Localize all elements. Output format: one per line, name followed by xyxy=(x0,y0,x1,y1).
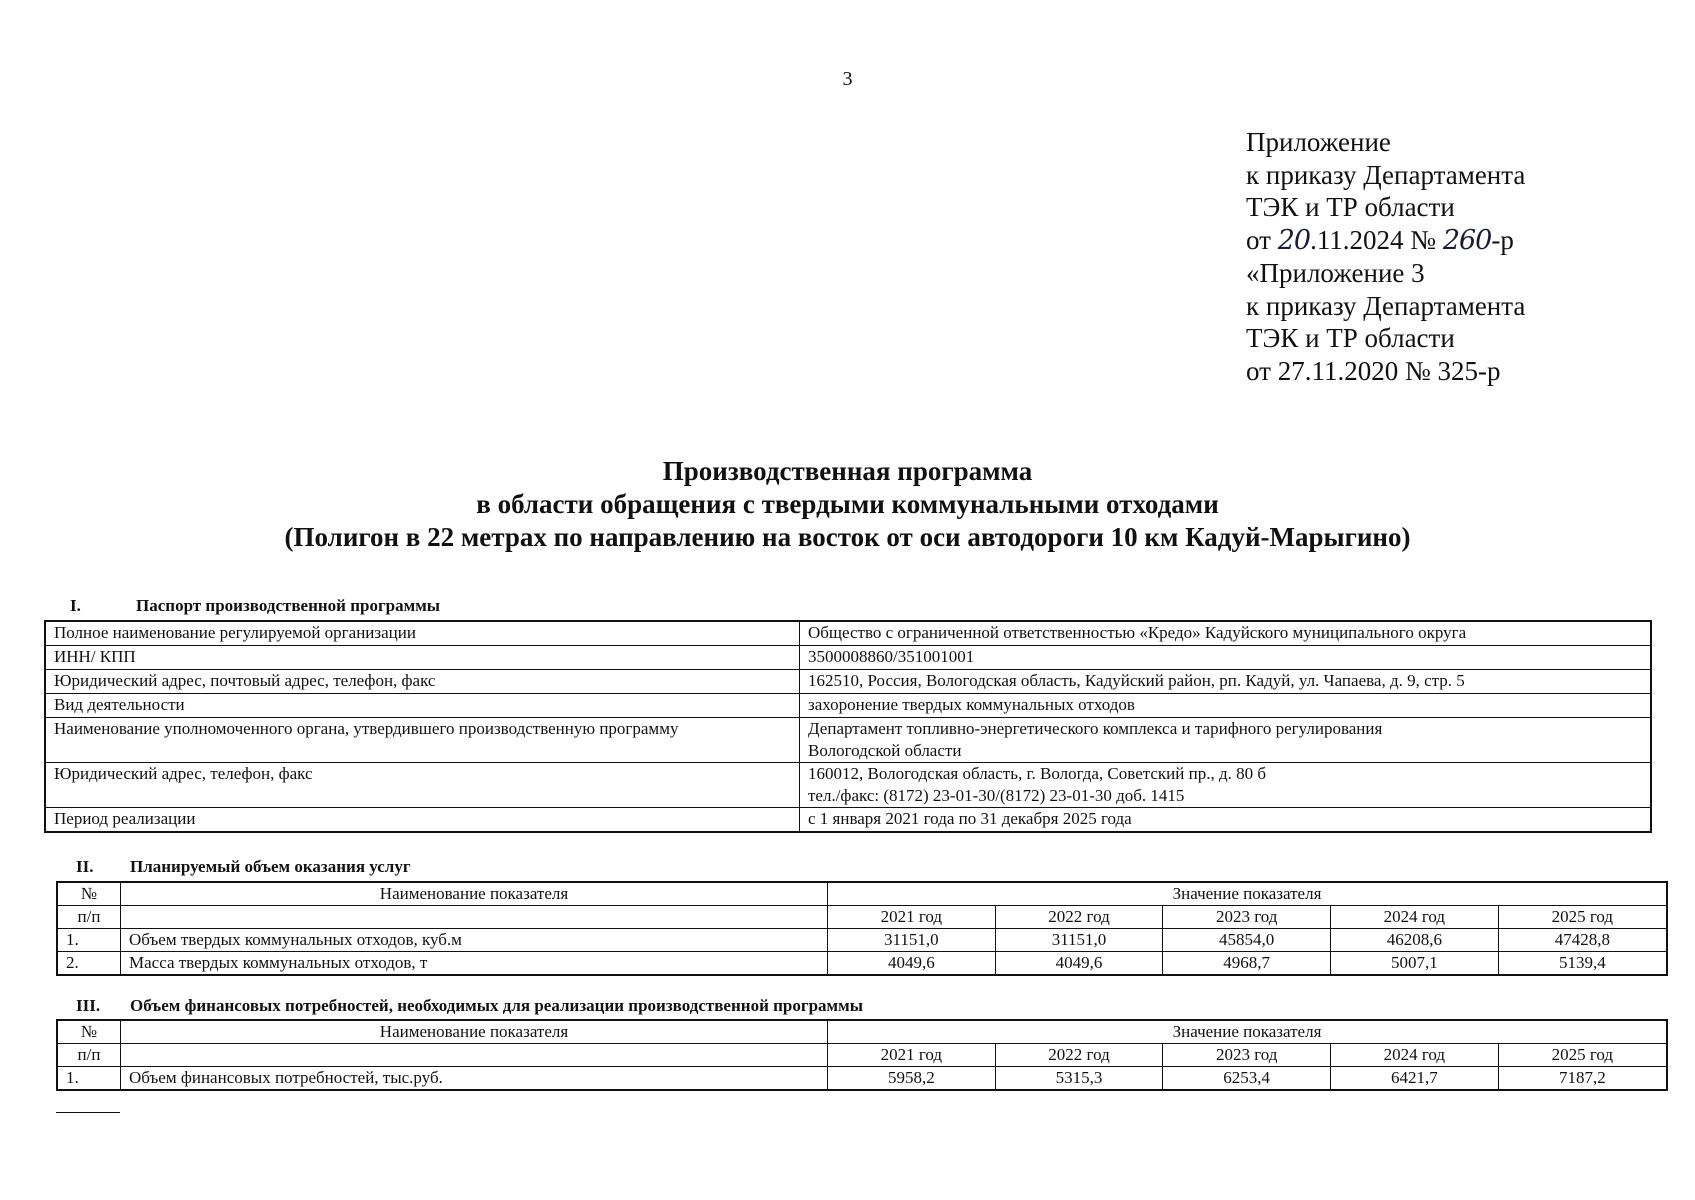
annex-line: «Приложение 3 xyxy=(1246,258,1425,288)
annex-line: от 27.11.2020 № 325-р xyxy=(1246,355,1501,386)
annex-block xyxy=(1246,126,1525,387)
document-title xyxy=(0,455,1695,554)
year-header-1: 2021 год xyxy=(828,906,996,929)
passport-table xyxy=(44,620,1652,833)
passport-row xyxy=(45,763,1651,808)
indicator-value: 5958,2 xyxy=(828,1067,996,1091)
passport-value-line: Департамент топливно-энергетического комплекса и тарифного регулирования xyxy=(808,719,1383,738)
col-header-no2: п/п xyxy=(57,906,121,929)
year-header-3: 2023 год xyxy=(1163,1044,1331,1067)
annex-date-suffix: -р xyxy=(1491,224,1514,255)
indicator-value: 31151,0 xyxy=(828,929,996,952)
col-header-name: Наименование показателя xyxy=(121,1020,828,1044)
year-header-5: 2025 год xyxy=(1498,1044,1667,1067)
passport-value-line: 3500008860/351001001 xyxy=(808,647,975,666)
passport-value xyxy=(800,808,1652,833)
section-heading-passport xyxy=(70,596,440,616)
passport-value xyxy=(800,621,1652,646)
passport-value-line: захоронение твердых коммунальных отходов xyxy=(808,695,1135,714)
passport-label: Вид деятельности xyxy=(45,694,800,718)
passport-row xyxy=(45,621,1651,646)
passport-value-line: Общество с ограниченной ответственностью «Кредо» Кадуйского муниципального округа xyxy=(808,623,1467,642)
indicator-value: 5007,1 xyxy=(1331,952,1499,976)
title-line: (Полигон в 22 метрах по направлению на восток от оси автодороги 10 км Кадуй-Марыгино) xyxy=(284,522,1411,552)
col-header-no: № xyxy=(57,882,121,906)
passport-label: Наименование уполномоченного органа, утвердившего производственную программу xyxy=(45,718,800,763)
indicator-value: 31151,0 xyxy=(995,929,1163,952)
annex-line: к приказу Департамента xyxy=(1246,159,1526,190)
section-number: II. xyxy=(76,857,94,876)
section-heading-finance xyxy=(76,996,863,1016)
indicator-value: 4049,6 xyxy=(828,952,996,976)
indicator-name: Объем финансовых потребностей, тыс.руб. xyxy=(121,1067,828,1091)
passport-label: Полное наименование регулируемой организации xyxy=(45,621,800,646)
finance-table xyxy=(56,1019,1668,1091)
row-number: 1. xyxy=(57,929,121,952)
handwritten-order-number: 260 xyxy=(1442,224,1492,256)
col-header-values: Значение показателя xyxy=(828,882,1668,906)
page-number: 3 xyxy=(842,68,853,90)
services-row xyxy=(57,929,1667,952)
passport-value-line: с 1 января 2021 года по 31 декабря 2025 года xyxy=(808,809,1132,828)
passport-label: ИНН/ КПП xyxy=(45,646,800,670)
passport-row xyxy=(45,694,1651,718)
indicator-value: 6421,7 xyxy=(1331,1067,1499,1091)
annex-date-prefix: от xyxy=(1246,224,1278,255)
year-header-5: 2025 год xyxy=(1498,906,1667,929)
row-number: 2. xyxy=(57,952,121,976)
section-number: I. xyxy=(70,596,81,615)
col-header-blank xyxy=(121,906,828,929)
year-header-4: 2024 год xyxy=(1331,906,1499,929)
footnote-rule xyxy=(56,1112,120,1113)
indicator-value: 45854,0 xyxy=(1163,929,1331,952)
section-title: Объем финансовых потребностей, необходимых для реализации производственной программы xyxy=(130,996,863,1015)
annex-line: к приказу Департамента xyxy=(1246,290,1526,321)
col-header-name: Наименование показателя xyxy=(121,882,828,906)
passport-value-line: Вологодской области xyxy=(808,741,962,760)
section-title: Планируемый объем оказания услуг xyxy=(130,857,411,876)
year-header-2: 2022 год xyxy=(995,1044,1163,1067)
title-line: в области обращения с твердыми коммунальными отходами xyxy=(476,489,1219,519)
col-header-no2: п/п xyxy=(57,1044,121,1067)
row-number: 1. xyxy=(57,1067,121,1091)
title-line: Производственная программа xyxy=(662,456,1033,486)
col-header-no: № xyxy=(57,1020,121,1044)
indicator-value: 5315,3 xyxy=(995,1067,1163,1091)
indicator-value: 5139,4 xyxy=(1498,952,1667,976)
passport-row xyxy=(45,646,1651,670)
annex-order-date-line xyxy=(1246,224,1525,258)
passport-value xyxy=(800,763,1652,808)
annex-line: ТЭК и ТР области xyxy=(1246,323,1455,353)
section-number: III. xyxy=(76,996,101,1015)
passport-value xyxy=(800,718,1652,763)
col-header-values: Значение показателя xyxy=(828,1020,1668,1044)
year-header-1: 2021 год xyxy=(828,1044,996,1067)
passport-value-line: 162510, Россия, Вологодская область, Кадуйский район, рп. Кадуй, ул. Чапаева, д. 9, стр. 5 xyxy=(808,671,1465,690)
indicator-value: 4049,6 xyxy=(995,952,1163,976)
indicator-value: 4968,7 xyxy=(1163,952,1331,976)
indicator-value: 47428,8 xyxy=(1498,929,1667,952)
year-header-3: 2023 год xyxy=(1163,906,1331,929)
finance-row xyxy=(57,1067,1667,1091)
annex-line: Приложение xyxy=(1246,127,1391,157)
indicator-name: Масса твердых коммунальных отходов, т xyxy=(121,952,828,976)
passport-label: Юридический адрес, почтовый адрес, телефон, факс xyxy=(45,670,800,694)
passport-value-line: тел./факс: (8172) 23-01-30/(8172) 23-01-30 доб. 1415 xyxy=(808,786,1185,805)
passport-value xyxy=(800,694,1652,718)
passport-label: Юридический адрес, телефон, факс xyxy=(45,763,800,808)
passport-row xyxy=(45,718,1651,763)
indicator-value: 46208,6 xyxy=(1331,929,1499,952)
indicator-value: 6253,4 xyxy=(1163,1067,1331,1091)
year-header-4: 2024 год xyxy=(1331,1044,1499,1067)
passport-row xyxy=(45,670,1651,694)
passport-value-line: 160012, Вологодская область, г. Вологда, Советский пр., д. 80 б xyxy=(808,764,1267,783)
indicator-name: Объем твердых коммунальных отходов, куб.м xyxy=(121,929,828,952)
annex-line: ТЭК и ТР области xyxy=(1246,192,1455,222)
passport-value xyxy=(800,646,1652,670)
passport-value xyxy=(800,670,1652,694)
section-title: Паспорт производственной программы xyxy=(136,596,441,615)
annex-date-mid: .11.2024 № xyxy=(1310,224,1443,255)
services-row xyxy=(57,952,1667,976)
services-table xyxy=(56,881,1668,976)
col-header-blank xyxy=(121,1044,828,1067)
handwritten-day: 20 xyxy=(1277,224,1311,256)
passport-row xyxy=(45,808,1651,833)
indicator-value: 7187,2 xyxy=(1498,1067,1667,1091)
year-header-2: 2022 год xyxy=(995,906,1163,929)
passport-label: Период реализации xyxy=(45,808,800,833)
section-heading-services xyxy=(76,857,411,877)
